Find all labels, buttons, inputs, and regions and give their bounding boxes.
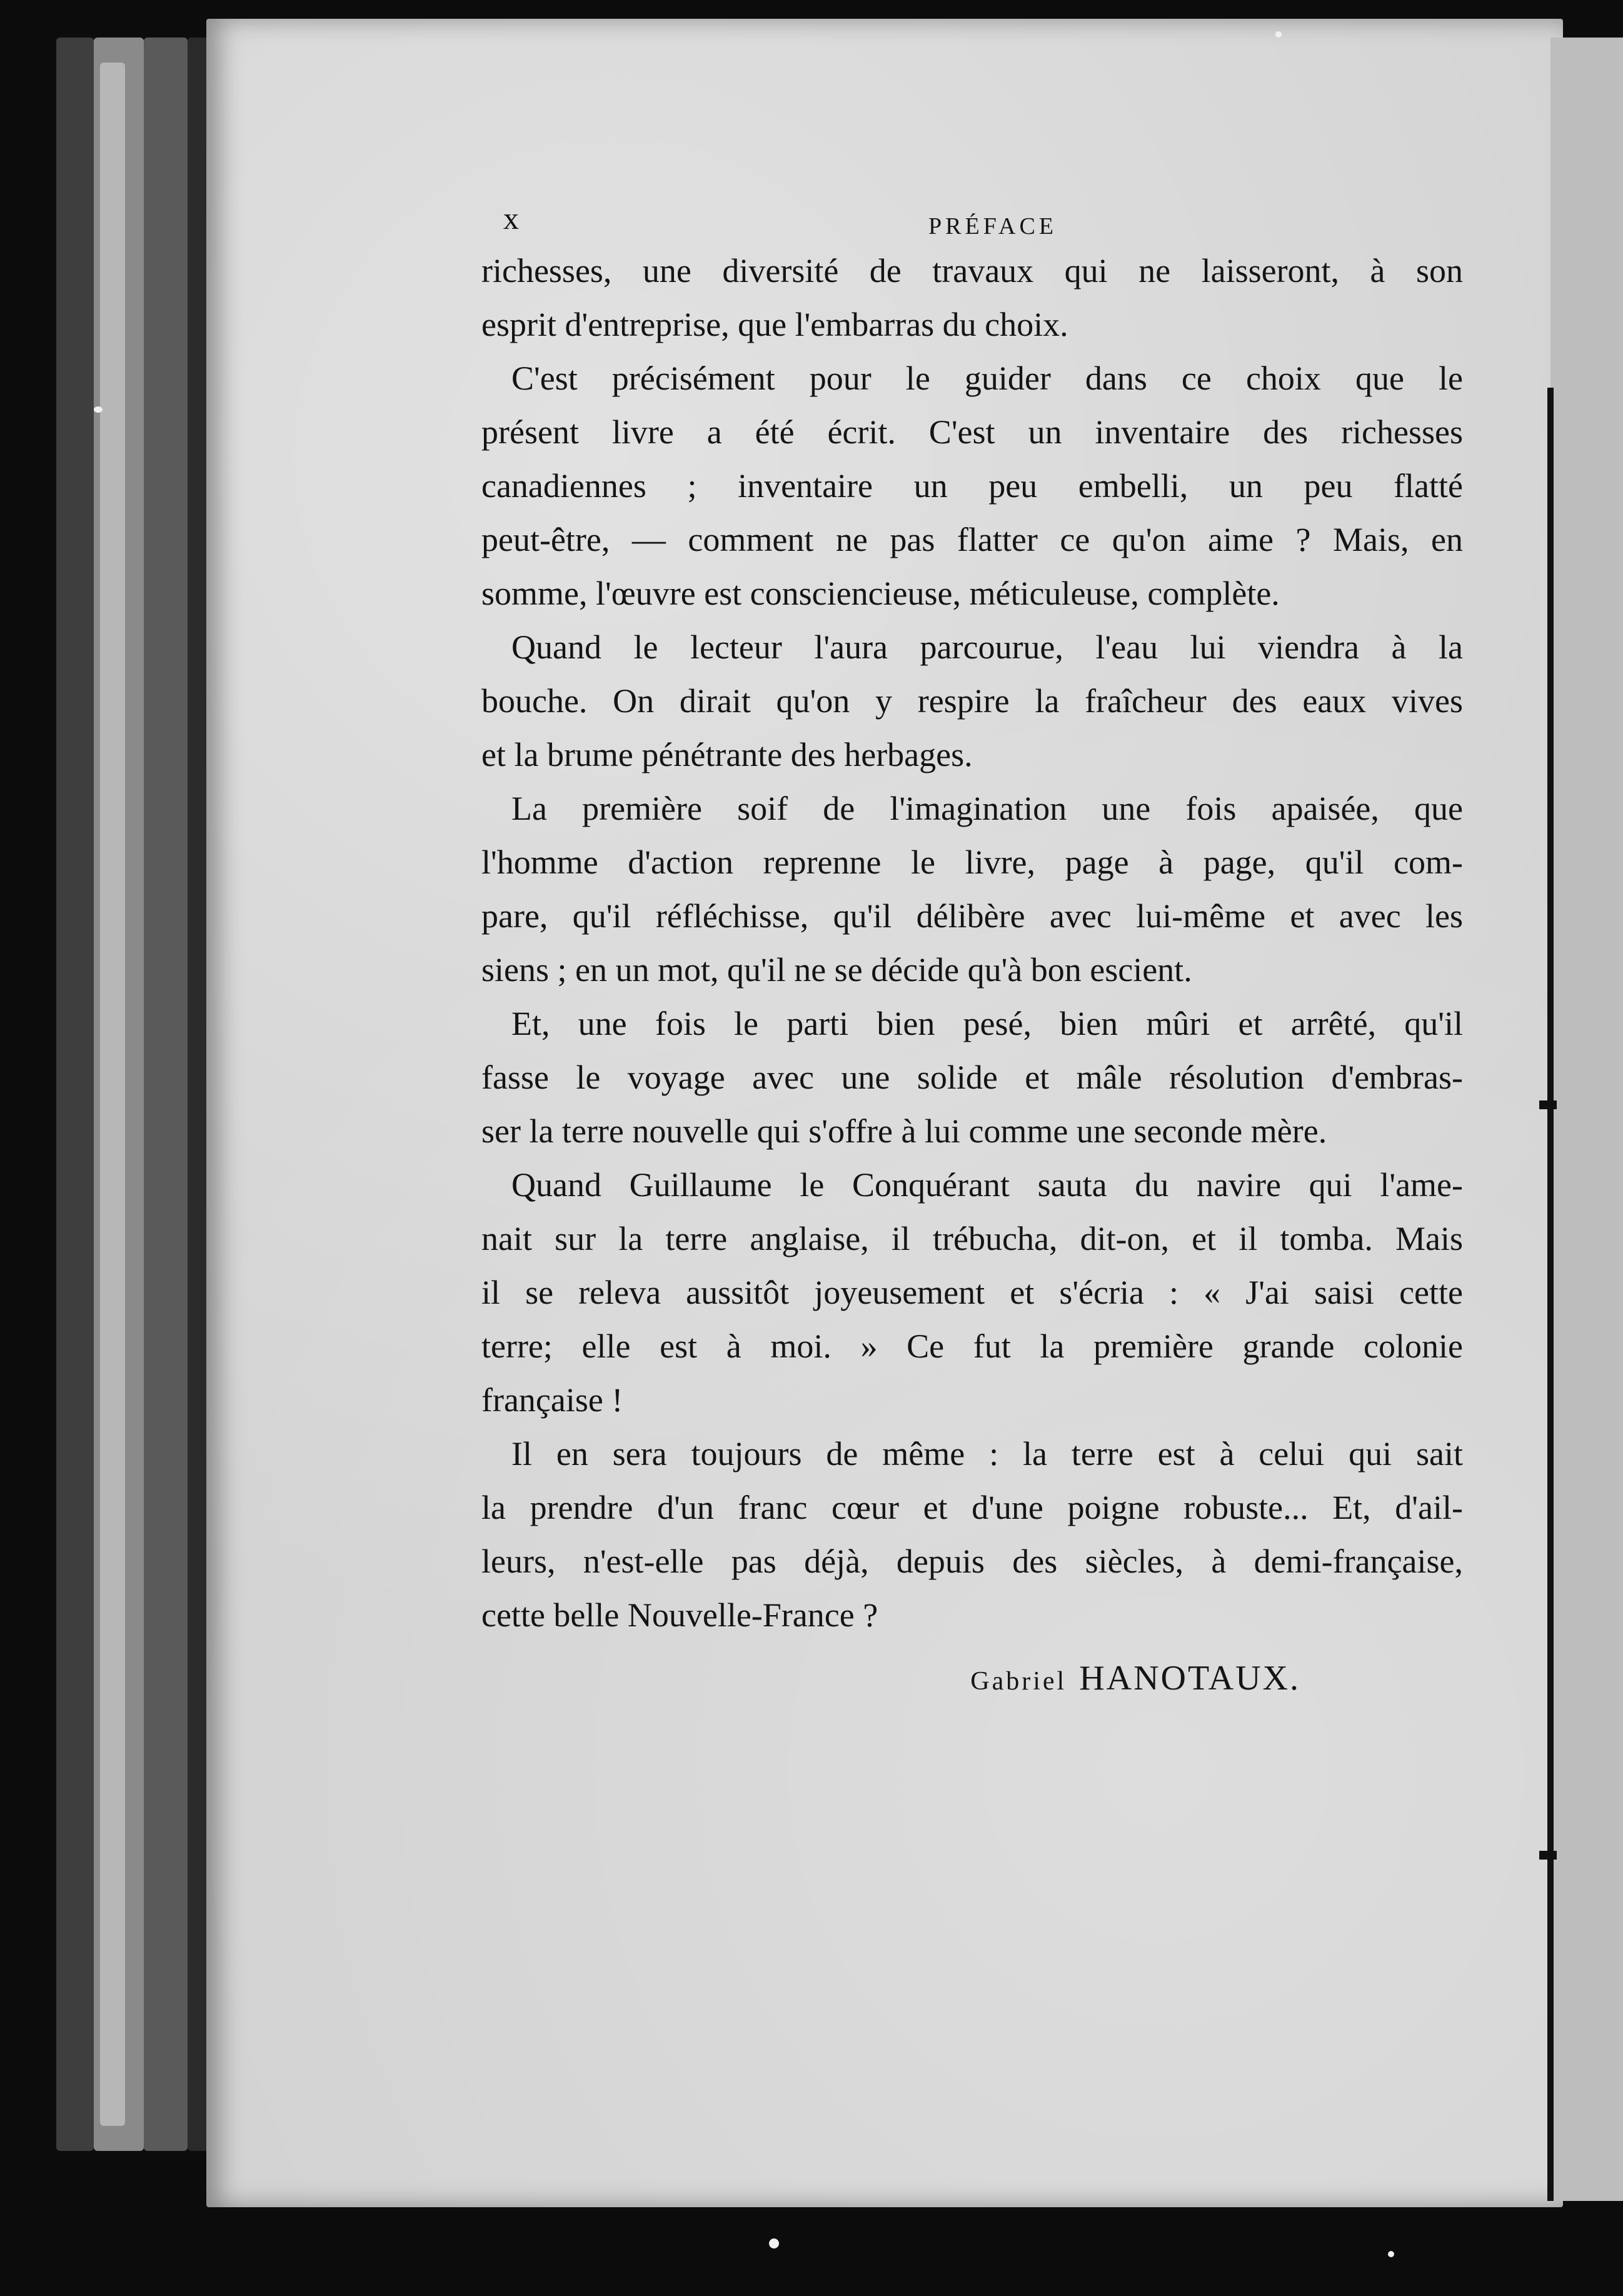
text-line [481, 244, 1463, 298]
dust-speck [1388, 2251, 1394, 2257]
text-line [481, 835, 1463, 889]
text-line-content: ser la terre nouvelle qui s'offre à lui comme une seconde mère. [481, 1112, 1327, 1150]
page-number: x [503, 201, 520, 236]
text-line-content: somme, l'œuvre est consciencieuse, méticuleuse, complète. [481, 575, 1280, 612]
text-line-content: peut-être, — comment ne pas flatter ce qu'on aime ? Mais, en [481, 521, 1463, 558]
text-line-content: La première soif de l'imagination une fois apaisée, que [511, 790, 1463, 827]
text-line [481, 1373, 1463, 1427]
text-line-content: bouche. On dirait qu'on y respire la fraîcheur des eaux vives [481, 682, 1463, 720]
binding-mark [1539, 1851, 1557, 1860]
paragraph [481, 782, 1463, 997]
running-head: PRÉFACE [928, 213, 1058, 239]
binding-gutter [1547, 388, 1554, 2201]
text-line [481, 351, 1463, 405]
text-line [481, 782, 1463, 835]
text-line [481, 620, 1463, 674]
text-line [481, 889, 1463, 943]
text-line [481, 405, 1463, 459]
binding-mark [1539, 1100, 1557, 1109]
text-line [481, 1212, 1463, 1266]
text-line-content: richesses, une diversité de travaux qui ne laisseront, à son [481, 252, 1463, 290]
text-line-content: fasse le voyage avec une solide et mâle résolution d'embras- [481, 1059, 1463, 1096]
text-line [481, 459, 1463, 513]
text-line [481, 1266, 1463, 1319]
text-line [481, 1319, 1463, 1373]
text-line [481, 1481, 1463, 1534]
text-line-content: Et, une fois le parti bien pesé, bien mûri et arrêté, qu'il [511, 1005, 1463, 1042]
text-line-content: présent livre a été écrit. C'est un inventaire des richesses [481, 413, 1463, 451]
paragraph [481, 1427, 1463, 1642]
text-line-content: Il en sera toujours de même : la terre est à celui qui sait [511, 1435, 1463, 1473]
text-line [481, 298, 1463, 351]
paragraph [481, 351, 1463, 620]
text-line [481, 1427, 1463, 1481]
paragraph-list [481, 244, 1463, 1642]
text-line-content: française ! [481, 1381, 623, 1419]
dust-speck [769, 2238, 779, 2248]
text-line-content: et la brume pénétrante des herbages. [481, 736, 973, 773]
text-line-content: cette belle Nouvelle-France ? [481, 1596, 878, 1634]
book-edge [100, 63, 125, 2126]
text-line [481, 566, 1463, 620]
text-line [481, 943, 1463, 997]
text-line [481, 1534, 1463, 1588]
text-line-content: nait sur la terre anglaise, il trébucha, dit-on, et il tomba. Mais [481, 1220, 1463, 1257]
signature-first-name: Gabriel [970, 1667, 1067, 1696]
paragraph [481, 1158, 1463, 1427]
text-line-content: siens ; en un mot, qu'il ne se décide qu'à bon escient. [481, 951, 1192, 989]
paragraph [481, 620, 1463, 782]
text-line-content: C'est précisément pour le guider dans ce choix que le [511, 360, 1463, 397]
text-line-content: esprit d'entreprise, que l'embarras du choix. [481, 306, 1068, 343]
text-line-content: la prendre d'un franc cœur et d'une poigne robuste... Et, d'ail- [481, 1489, 1463, 1526]
text-line [481, 513, 1463, 566]
paragraph [481, 244, 1463, 351]
text-line-content: leurs, n'est-elle pas déjà, depuis des siècles, à demi-française, [481, 1543, 1463, 1580]
text-line [481, 728, 1463, 782]
text-line-content: canadiennes ; inventaire un peu embelli, un peu flatté [481, 467, 1463, 505]
book-edge [56, 38, 94, 2151]
text-line [481, 1050, 1463, 1104]
page-header [481, 188, 1463, 244]
text-line [481, 674, 1463, 728]
text-line [481, 1158, 1463, 1212]
paragraph [481, 997, 1463, 1158]
next-page-edge [1550, 38, 1623, 2201]
text-line-content: pare, qu'il réfléchisse, qu'il délibère avec lui-même et avec les [481, 897, 1463, 935]
dust-speck [1275, 31, 1282, 38]
text-line-content: l'homme d'action reprenne le livre, page à page, qu'il com- [481, 843, 1463, 881]
signature [481, 1658, 1463, 1698]
text-line [481, 1588, 1463, 1642]
text-line-content: Quand le lecteur l'aura parcourue, l'eau lui viendra à la [511, 628, 1463, 666]
text-line-content: terre; elle est à moi. » Ce fut la première grande colonie [481, 1327, 1463, 1365]
text-line-content: Quand Guillaume le Conquérant sauta du navire qui l'ame- [511, 1166, 1463, 1204]
book-edge [144, 38, 188, 2151]
signature-last-name: HANOTAUX. [1079, 1659, 1300, 1698]
dust-speck [94, 406, 103, 413]
text-line [481, 997, 1463, 1050]
page-text [481, 188, 1463, 1698]
text-line [481, 1104, 1463, 1158]
text-line-content: il se releva aussitôt joyeusement et s'écria : « J'ai saisi cette [481, 1274, 1463, 1311]
